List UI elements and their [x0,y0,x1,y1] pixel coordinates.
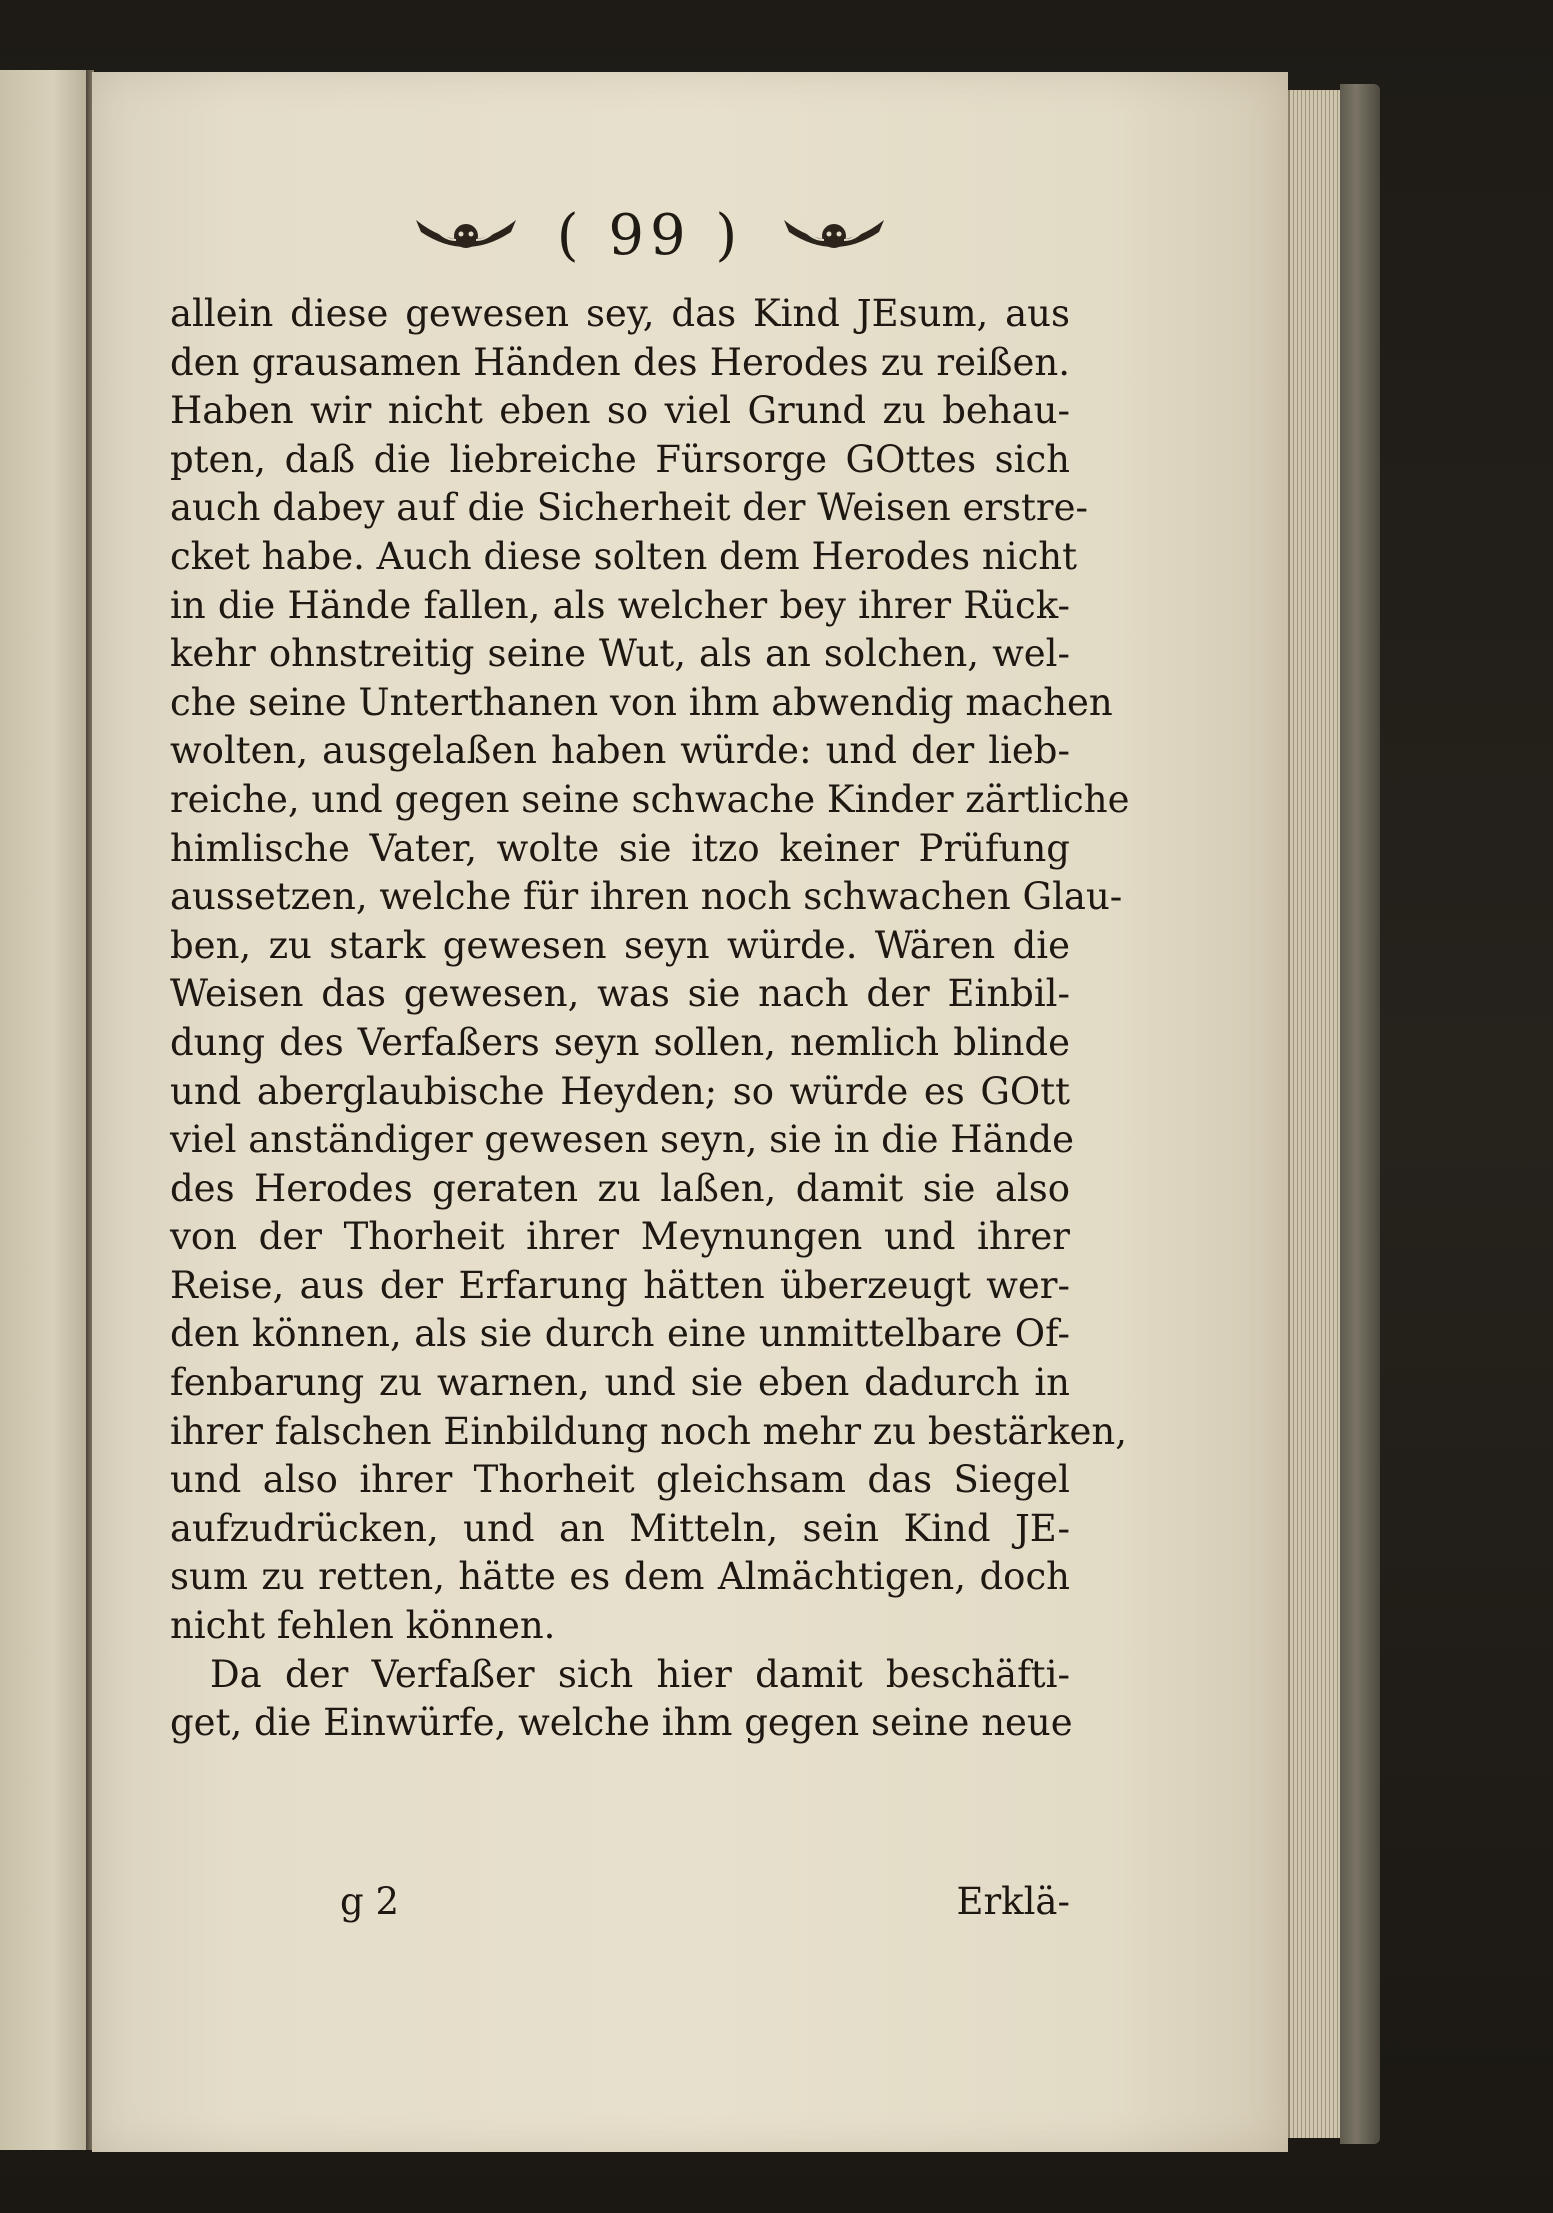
text-line: viel anständiger gewesen seyn, sie in die Hände [170,1118,1074,1162]
book-cover-edge [1340,84,1380,2144]
text-line: himlische Vater, wolte sie itzo keiner Prüfung [170,826,1070,870]
catchword: Erklä- [956,1880,1070,1923]
text-line: pten, daß die liebreiche Fürsorge GOttes sich [170,437,1070,481]
facing-page-edge [0,70,90,2150]
text-line: den können, als sie durch eine unmittelbare Of- [170,1312,1070,1356]
text-line: Reise, aus der Erfarung hätten überzeugt wer- [170,1263,1070,1307]
text-line: fenbarung zu warnen, und sie eben dadurch in [170,1361,1070,1405]
text-line: allein diese gewesen sey, das Kind JEsum, aus [170,292,1070,335]
page-header [400,200,900,270]
text-line: des Herodes geraten zu laßen, damit sie also [170,1166,1070,1210]
text-line: sum zu retten, hätte es dem Almächtigen, doch [170,1555,1070,1599]
right-ornament-icon [779,210,889,260]
text-line: che seine Unterthanen von ihm abwendig machen [170,680,1113,724]
page-footer [170,1880,1070,1930]
text-line: und also ihrer Thorheit gleichsam das Siegel [170,1458,1070,1502]
text-line: nicht fehlen können. [170,1604,556,1648]
text-line: Weisen das gewesen, was sie nach der Einbil- [170,972,1070,1016]
text-line: von der Thorheit ihrer Meynungen und ihrer [170,1215,1070,1259]
text-line: aufzudrücken, und an Mitteln, sein Kind JE- [170,1506,1070,1550]
left-ornament-icon [411,210,521,260]
text-line: dung des Verfaßers seyn sollen, nemlich blinde [170,1020,1070,1064]
text-line: Da der Verfaßer sich hier damit beschäfti- [210,1652,1070,1696]
page-stack-edges [1288,90,1342,2138]
text-line: auch dabey auf die Sicherheit der Weisen erstre- [170,486,1088,530]
text-line: den grausamen Händen des Herodes zu reißen. [170,340,1070,384]
text-line: reiche, und gegen seine schwache Kinder zärtliche [170,777,1130,821]
text-line: ben, zu stark gewesen seyn würde. Wären die [170,923,1070,967]
text-line: und aberglaubische Heyden; so würde es GOtt [170,1069,1070,1113]
signature-mark: g 2 [340,1880,399,1923]
text-line: get, die Einwürfe, welche ihm gegen seine neue [170,1701,1073,1745]
text-line: Haben wir nicht eben so viel Grund zu behau- [170,389,1070,433]
page-number: ( 99 ) [556,202,744,268]
text-line: kehr ohnstreitig seine Wut, als an solchen, wel- [170,632,1070,676]
text-line: ihrer falschen Einbildung noch mehr zu bestärken, [170,1409,1127,1453]
text-line: wolten, ausgelaßen haben würde: und der lieb- [170,729,1070,773]
text-line: aussetzen, welche für ihren noch schwachen Glau- [170,875,1123,919]
text-line: in die Hände fallen, als welcher bey ihrer Rück- [170,583,1070,627]
text-line: cket habe. Auch diese solten dem Herodes nicht [170,534,1078,578]
page-body-text [170,290,1130,1748]
